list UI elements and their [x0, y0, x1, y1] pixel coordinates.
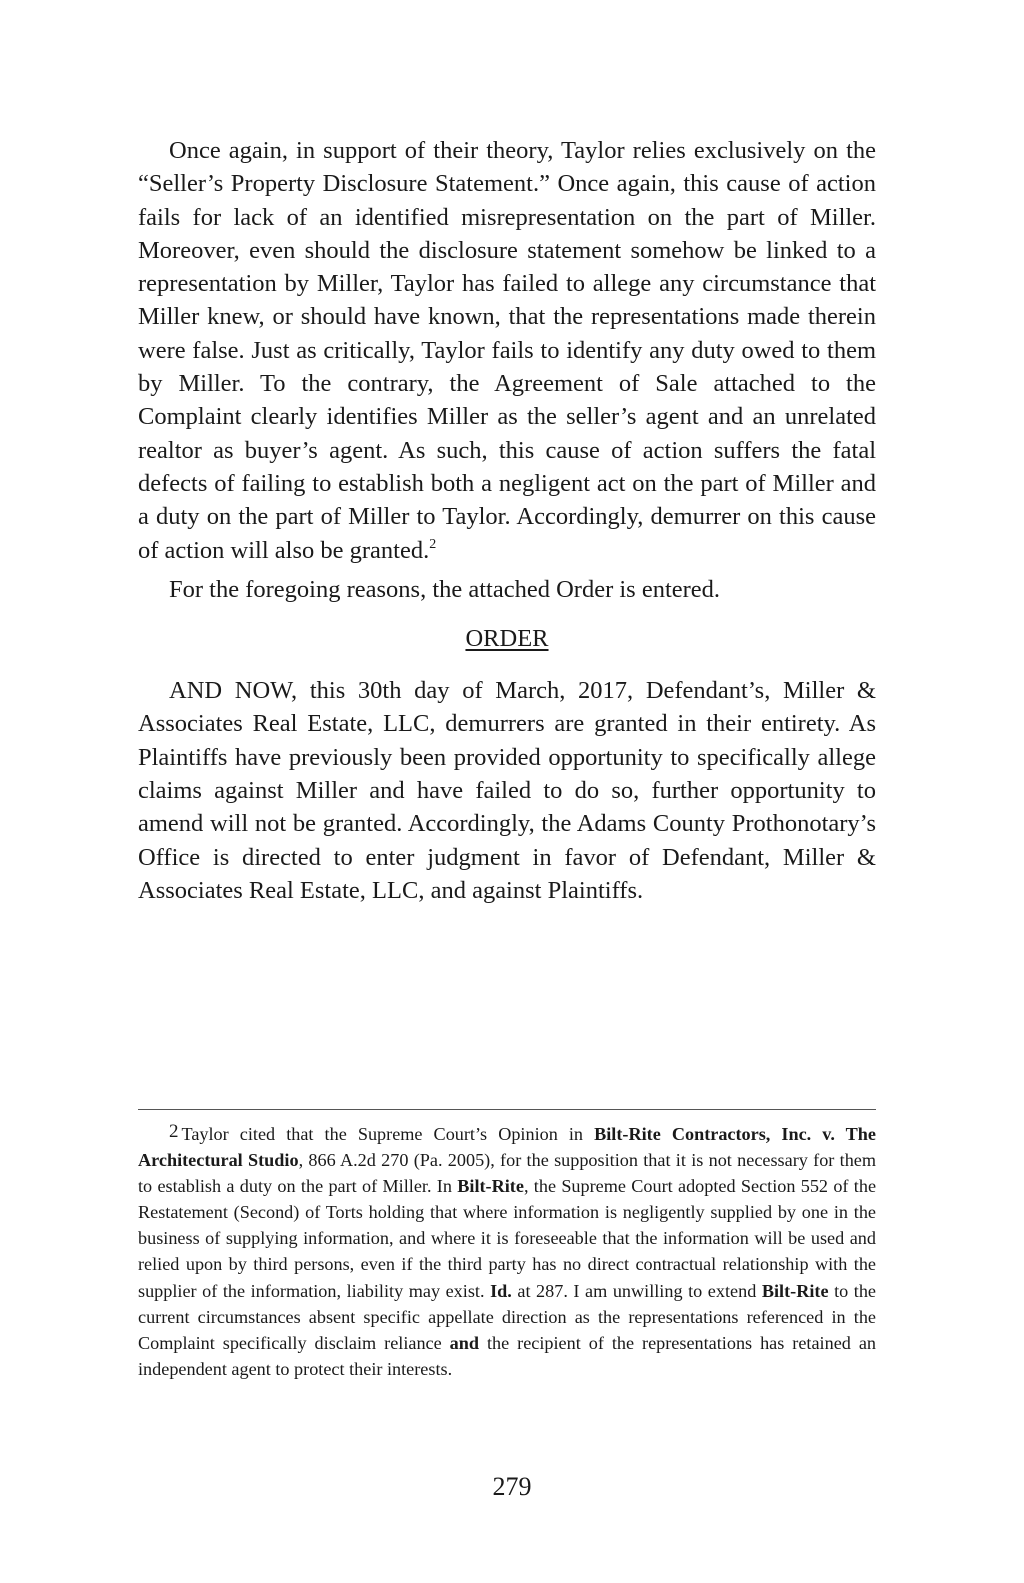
case-citation: Bilt-Rite Contractors, Inc. v. The Architectural Studio	[138, 1124, 876, 1171]
case-citation: Bilt-Rite	[457, 1176, 524, 1197]
footnote-text: Taylor cited that the Supreme Court’s Opinion in	[181, 1124, 595, 1144]
footnote-text: to the current circumstances absent specific appellate direction as the representations referenced in the Complaint specifically disclaim reliance	[138, 1280, 876, 1353]
opinion-body	[138, 134, 876, 907]
order-heading-text: ORDER	[465, 625, 549, 653]
footnote-number: 2	[169, 1121, 179, 1142]
case-citation: Bilt-Rite	[761, 1280, 829, 1301]
paragraph-text: Once again, in support of their theory, Taylor relies exclusively on the “Seller’s Property Disclosure Statement.” Once again, this cause of action fails for lack of an identified misrepresentation on the part of Miller. Moreover, even should the disclosure statement somehow be linked to a representation by Miller, Taylor has failed to allege any circumstance that Miller knew, or should have known, that the representations made therein were false. Just as critically, Taylor fails to identify any duty owed to them by Miller. To the contrary, the Agreement of Sale attached to the Complaint clearly identifies Miller as the seller’s agent and an unrelated realtor as buyer’s agent. As such, this cause of action suffers the fatal defects of failing to establish both a negligent act on the part of Miller and a duty on the part of Miller to Taylor. Accordingly, demurrer on this cause of action will also be granted.	[138, 137, 876, 564]
id-citation: Id.	[490, 1280, 512, 1301]
footnote-text: , the Supreme Court adopted Section 552 of the Restatement (Second) of Torts holding that where information is negligently supplied by one in the business of supplying information, and where it is foreseeable that the information will be used and relied upon by third persons, even if the third party has no direct contractual relationship with the supplier of the information, liability may exist.	[138, 1176, 877, 1301]
footnote-text: at 287. I am unwilling to extend	[511, 1280, 762, 1301]
order-paragraph: AND NOW, this 30th day of March, 2017, Defendant’s, Miller & Associates Real Estate, LLC, demurrers are granted in their entirety. As Plaintiffs have previously been provided opportunity to specifically allege claims against Miller and have failed to do so, further opportunity to amend will not be granted. Accordingly, the Adams County Prothonotary’s Office is directed to enter judgment in favor of Defendant, Miller & Associates Real Estate, LLC, and against Plaintiffs.	[138, 677, 876, 904]
emphasis-word: and	[449, 1332, 479, 1353]
page-number: 279	[492, 1472, 532, 1501]
footnote-divider	[138, 1109, 876, 1110]
body-paragraph: For the foregoing reasons, the attached Order is entered.	[169, 575, 721, 603]
footnote-reference[interactable]: 2	[429, 536, 437, 552]
footnote-text: , 866 A.2d 270 (Pa. 2005), for the supposition that it is not necessary for them to establish a duty on the part of Miller. In	[138, 1150, 877, 1197]
footnote-text: the recipient of the representations has retained an independent agent to protect their interests.	[138, 1332, 876, 1379]
order-heading	[138, 624, 876, 654]
footnote	[138, 1121, 876, 1382]
body-paragraph	[138, 134, 876, 567]
